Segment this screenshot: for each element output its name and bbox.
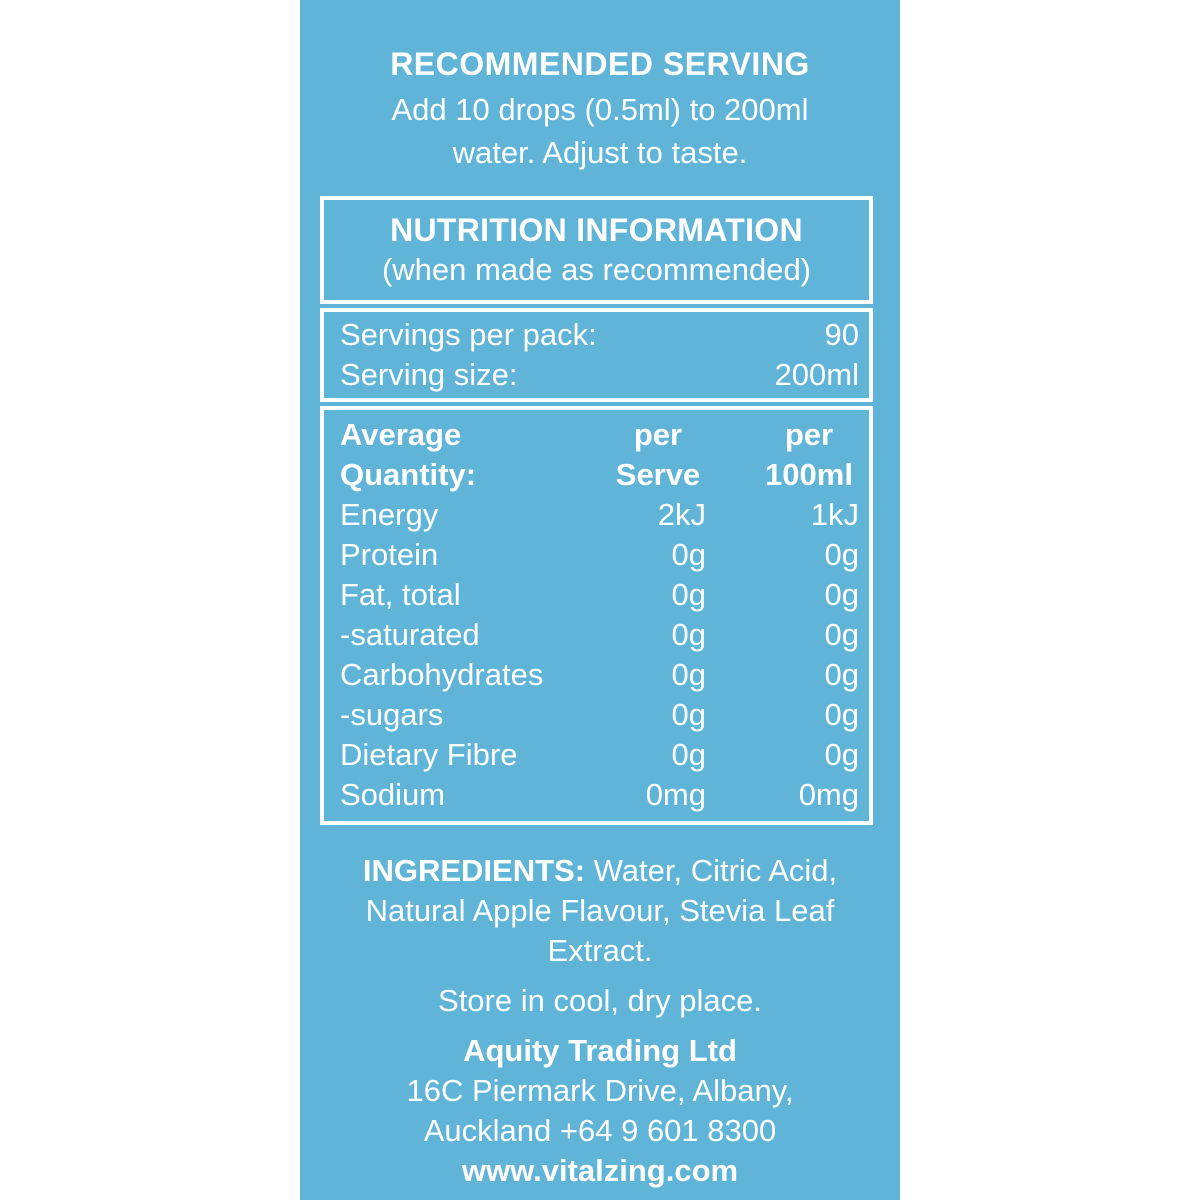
label-panel	[300, 0, 900, 1200]
nutrition-header-box	[320, 196, 873, 304]
ingredients-line3: Extract.	[547, 933, 653, 968]
header-per-100ml: per 100ml	[765, 417, 853, 492]
website-url: www.vitalzing.com	[461, 1153, 739, 1188]
header-average-quantity: Average Quantity:	[340, 417, 477, 492]
ingredients-section	[300, 851, 900, 971]
ingredients-line1-rest: Water, Citric Acid,	[585, 853, 838, 888]
header-per-serve: per Serve	[615, 417, 701, 492]
nutrition-information-panel	[320, 196, 873, 825]
recommended-serving-heading: RECOMMENDED SERVING	[390, 46, 810, 82]
table-row-sodium: Sodium 0mg 0mg	[340, 777, 859, 812]
table-row-fat-total: Fat, total 0g 0g	[340, 577, 859, 612]
ingredients-line1	[300, 851, 900, 891]
recommended-serving-line1: Add 10 drops (0.5ml) to 200ml	[391, 92, 809, 127]
ingredients-line2: Natural Apple Flavour, Stevia Leaf	[365, 893, 835, 928]
servings-box	[320, 308, 873, 402]
table-row-dietary-fibre: Dietary Fibre 0g 0g	[340, 737, 859, 772]
servings-per-pack-value: 90	[824, 317, 859, 352]
serving-size-row	[340, 355, 859, 395]
address-line2: Auckland +64 9 601 8300	[423, 1113, 777, 1148]
address-line1: 16C Piermark Drive, Albany,	[406, 1073, 794, 1108]
recommended-serving-text	[300, 88, 900, 174]
ingredients-label: INGREDIENTS:	[362, 853, 586, 888]
table-header	[340, 415, 859, 495]
table-row-carbohydrates: Carbohydrates 0g 0g	[340, 657, 859, 692]
company-name: Aquity Trading Ltd	[463, 1033, 737, 1068]
serving-size-label: Serving size:	[340, 357, 518, 392]
table-row-protein: Protein 0g 0g	[340, 537, 859, 572]
nutrition-subtitle: (when made as recommended)	[381, 252, 812, 287]
servings-per-pack-row	[340, 315, 859, 355]
nutrition-title: NUTRITION INFORMATION	[390, 212, 803, 248]
contact-block	[300, 1031, 900, 1191]
nutrition-table-box	[320, 406, 873, 825]
table-row-energy: Energy 2kJ 1kJ	[340, 497, 859, 532]
recommended-serving-line2: water. Adjust to taste.	[452, 135, 748, 170]
table-row-saturated: -saturated 0g 0g	[340, 617, 859, 652]
storage-instructions: Store in cool, dry place.	[438, 983, 762, 1018]
servings-per-pack-label: Servings per pack:	[340, 317, 597, 352]
table-row-sugars: -sugars 0g 0g	[340, 697, 859, 732]
serving-size-value: 200ml	[774, 357, 859, 392]
